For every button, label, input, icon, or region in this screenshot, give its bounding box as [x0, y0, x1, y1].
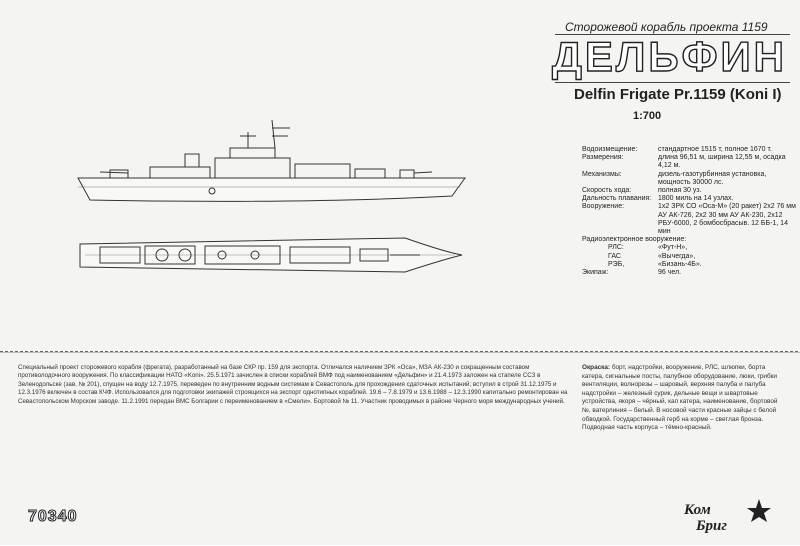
ship-plan-view: [80, 238, 462, 272]
spec-row: Экипаж: 96 чел.: [582, 269, 682, 277]
star-icon: [746, 498, 772, 524]
brand-logo: [682, 498, 774, 540]
specifications: [582, 146, 797, 277]
coloring-label: Окраска:: [582, 364, 611, 371]
scale-label: 1:700: [633, 110, 662, 122]
spec-row: Размерения: длина 96,51 м, ширина 12,55 м, осадка 4,12 м.: [582, 154, 786, 170]
ship-drawings: [0, 112, 480, 287]
spec-row: Вооружение: 1х2 ЗРК СО «Оса-М» (20 ракет) 2х2 76 мм АУ АК-726, 2х2 30 мм АУ АК-230, 2х12 РБУ-6000, 2 бомбосбрасыв. 12 ББ-1, 14 мин: [582, 203, 796, 236]
spec-row: Механизмы: дизель-газотурбинная установка, мощность 30000 лс.: [582, 170, 767, 186]
spec-row: РЭБ, «Бизань-4Б».: [608, 260, 702, 268]
spec-row: Радиоэлектронное вооружение:: [582, 236, 687, 244]
coloring-notes: [582, 364, 787, 433]
spec-row: РЛС: «Фут-Н»,: [608, 244, 688, 252]
coloring-text: борт, надстройки, вооружение, РЛС, шлюпки, борта катера, сигнальные посты, палубное оборудование, люки, грибки вентиляции, волнорезы – шаровый, верхняя палуба и палуба надстройки – железный сурик, дельные вещи и швартовые устройства, якоря – чёрный, кап катера, наименование, бортовой №, ватерлиния – белый. В носовой части красные зайцы с белой обводкой. Государственный герб на корме – светлая бронза. Подводная часть корпуса – тёмно-красный.: [582, 364, 778, 432]
spec-row: Дальность плавания: 1800 миль на 14 узлах.: [582, 195, 734, 203]
title-rule-bottom: [555, 82, 790, 83]
kit-code: 70340: [28, 508, 78, 525]
history-description: Специальный проект сторожевого корабля (фрегата), разработанный на базе СКР пр. 159 для экспорта. Отличался наличием ЗРК «Оса», МЗА АК-230 и сокращенным составом противолодочного вооружения. По классификации НАТО «Koni». 25.5.1971 зачислен в списки кораблей ВМФ под наименованием «Дельфин» и 21.4.1973 заложен на стапеле ССЗ в Зеленодольске (зав. № 201), спущен на воду 12.7.1975, переведен по внутренним водным системам в Севастополь для прохождения сдаточных испытаний; вступил в строй 31.12.1975 и 12.3.1976 включен в состав КЧФ. Использовался для подготовки экипажей строящихся на экспорт однотипных кораблей. 19.6 – 7.8.1979 и 13.6.1988 – 12.3.1990 капитально ремонтирован на Севастопольском Морском заводе. 11.2.1991 передан ВМС Болгарии с переименованием в «Смели». Бортовой № 11. Участник проводимых в районе Черного моря международных учений.: [18, 364, 568, 405]
page-title: ДЕЛЬФИН: [552, 33, 787, 80]
spec-row: Скорость хода: полная 30 уз.: [582, 187, 702, 195]
brand-logo-bottom: Бриг: [696, 518, 727, 534]
spec-row: ГАС «Вычегда»,: [608, 252, 696, 260]
spec-row: Водоизмещение: стандартное 1515 т, полное 1670 т.: [582, 146, 772, 153]
subtitle: Сторожевой корабль проекта 1159: [565, 20, 768, 34]
english-title: Delfin Frigate Pr.1159 (Koni I): [574, 86, 782, 103]
ship-side-profile: [78, 120, 465, 201]
brand-logo-top: Ком: [684, 502, 711, 518]
